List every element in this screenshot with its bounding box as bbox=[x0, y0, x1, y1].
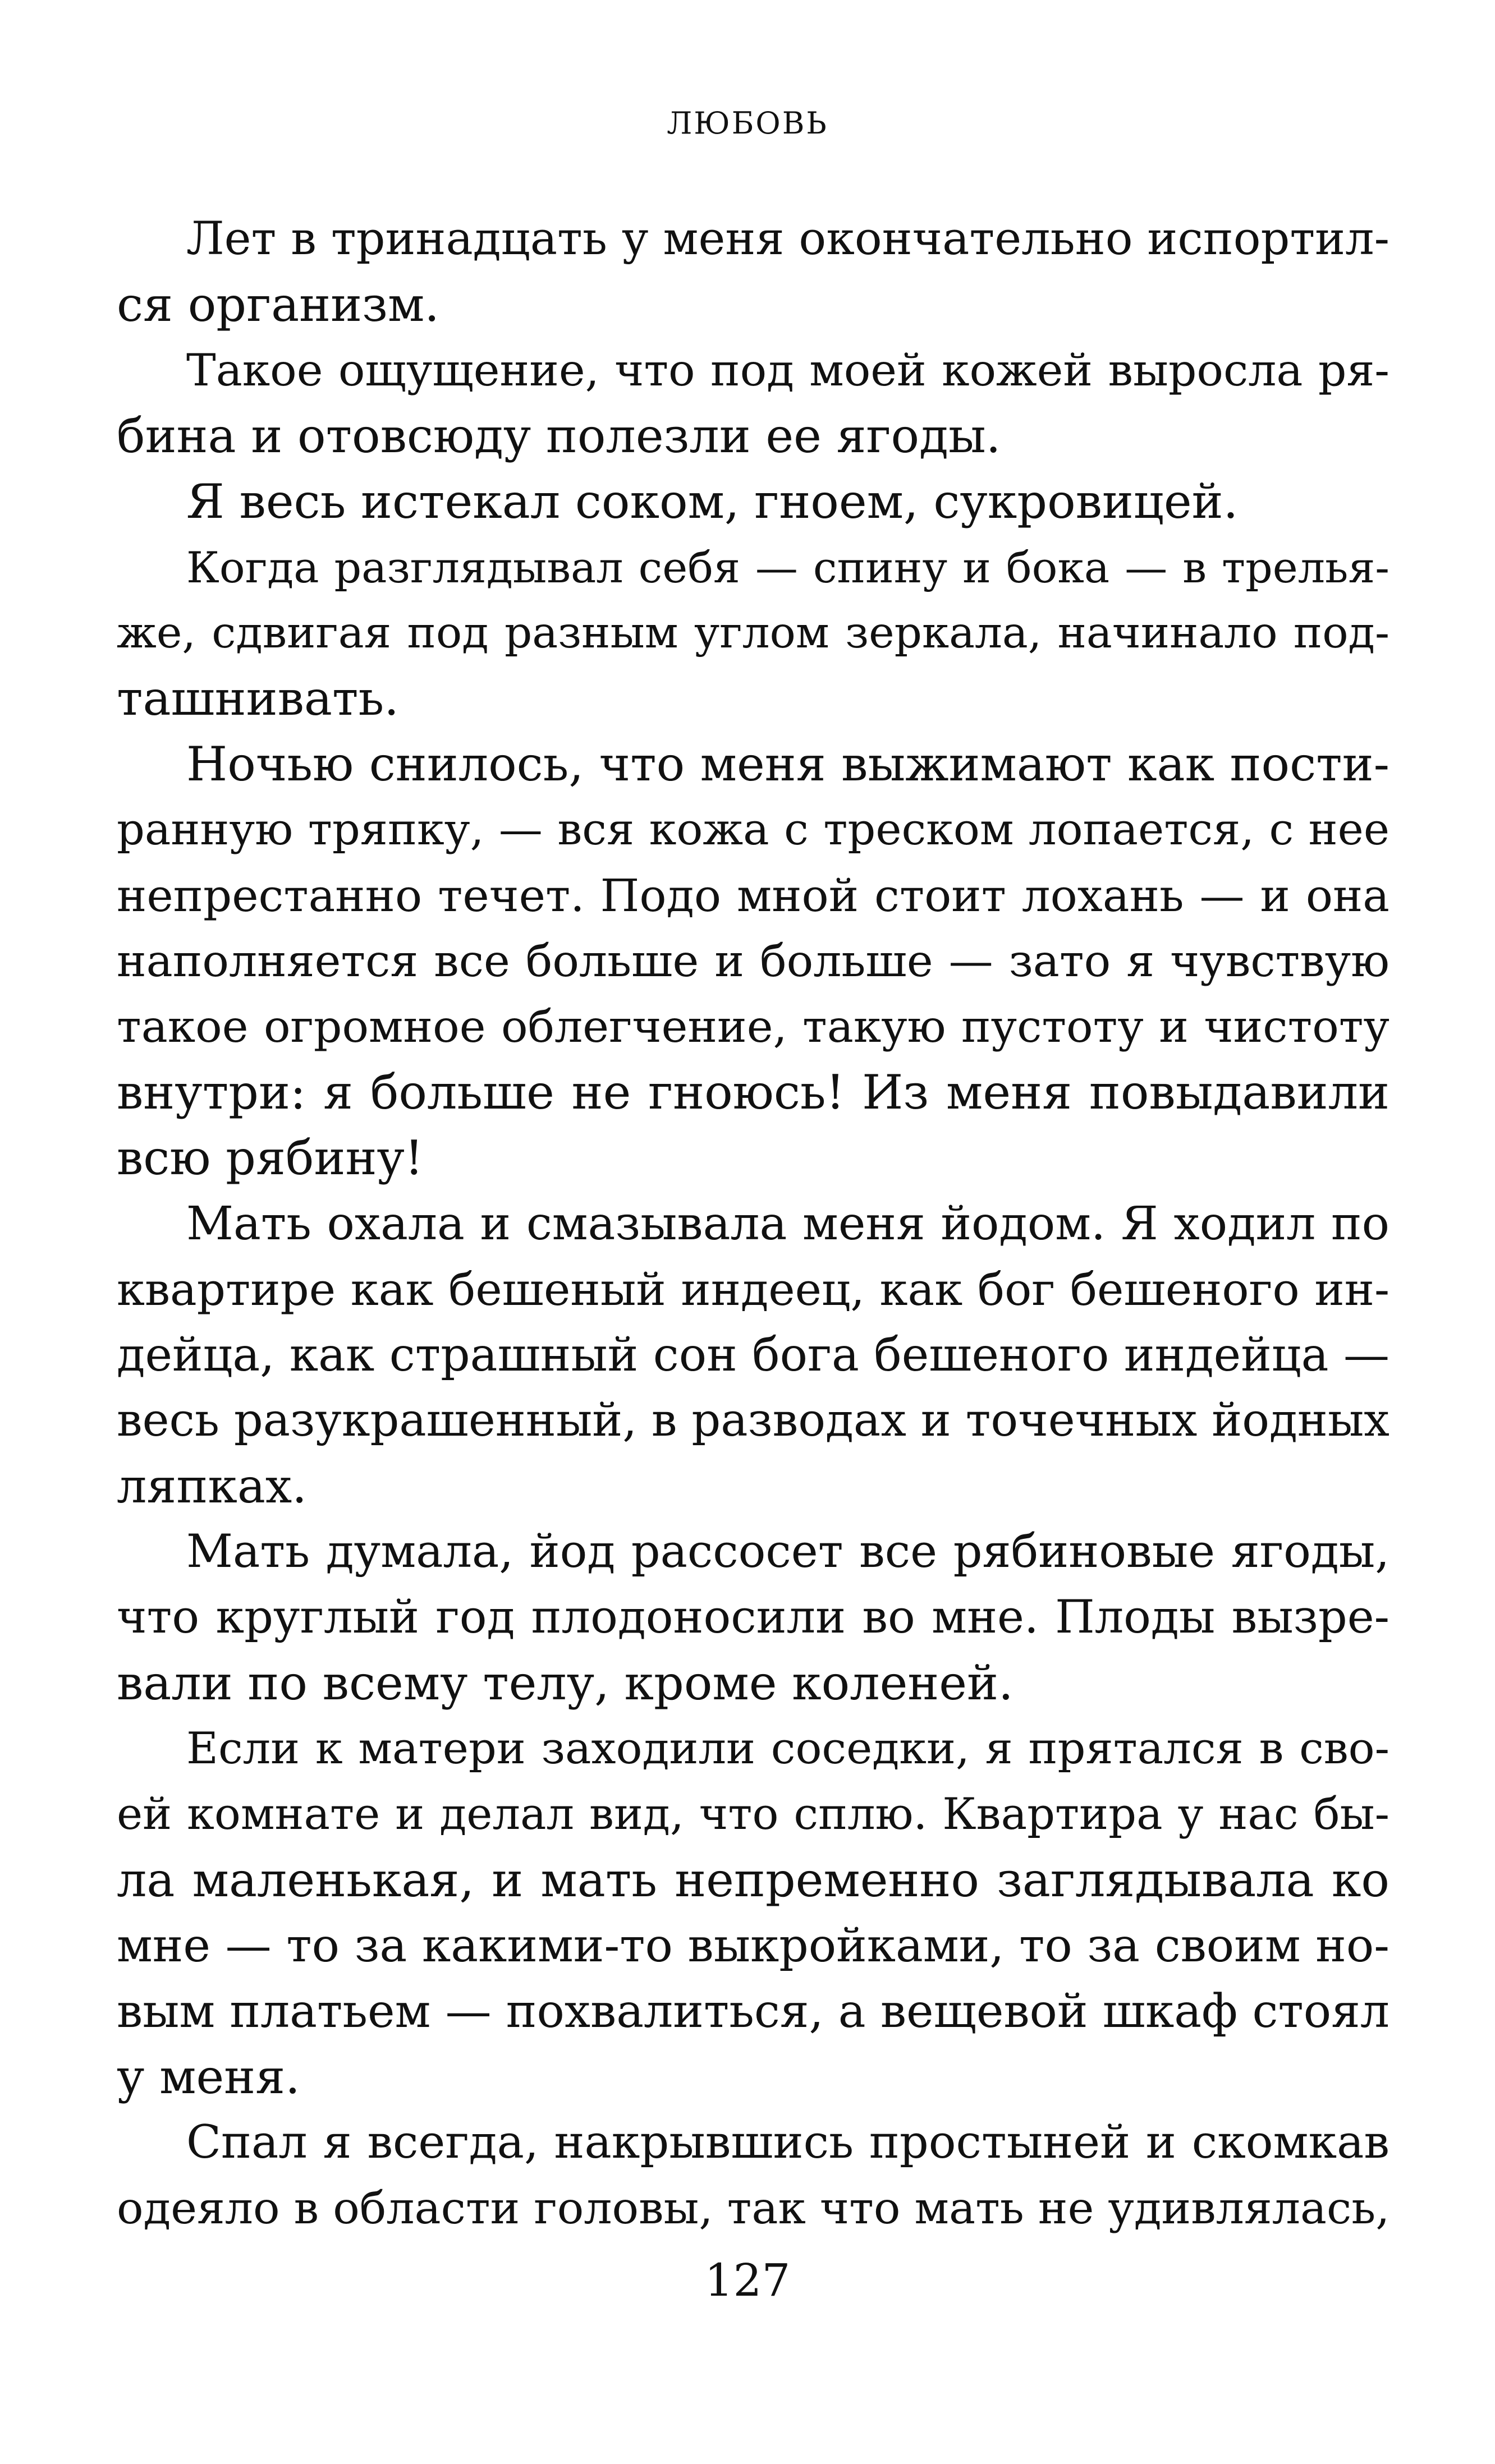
text-line: Я весь истекал соком, гноем, сукровицей. bbox=[186, 474, 1239, 529]
text-line: одеяло в области головы, так что мать не удивлялась, bbox=[117, 2182, 1389, 2234]
text-line: вали по всему телу, кроме коленей. bbox=[117, 1656, 1014, 1711]
text-line: Лет в тринадцать у меня окончательно испортил- bbox=[186, 213, 1389, 265]
text-line: Спал я всегда, накрывшись простыней и скомкав bbox=[186, 2116, 1389, 2169]
text-line: мне — то за какими-то выкройками, то за своим но- bbox=[117, 1919, 1389, 1973]
paragraph bbox=[117, 1519, 1389, 1716]
text-line: ла маленькая, и мать непременно заглядывала ко bbox=[117, 1852, 1389, 1907]
text-line: ляпках. bbox=[117, 1459, 307, 1514]
text-line: наполняется все больше и больше — зато я чувствую bbox=[117, 935, 1389, 987]
text-line: Ночью снилось, что меня выжимают как пости- bbox=[186, 737, 1389, 792]
running-title: ЛЮБОВЬ bbox=[667, 105, 828, 141]
text-line: у меня. bbox=[117, 2049, 300, 2104]
text-line: вым платьем — похвалиться, а вещевой шкаф стоял bbox=[117, 1985, 1389, 2038]
paragraph bbox=[117, 732, 1389, 1191]
text-line: внутри: я больше не гноюсь! Из меня повыдавили bbox=[117, 1065, 1389, 1120]
text-line: квартире как бешеный индеец, как бог бешеного ин- bbox=[117, 1263, 1389, 1316]
paragraph bbox=[117, 206, 1389, 338]
text-line: весь разукрашенный, в разводах и точечных йодных bbox=[117, 1394, 1389, 1447]
text-line: ся организм. bbox=[117, 277, 439, 332]
body-text bbox=[117, 206, 1389, 2241]
text-line: бина и отовсюду полезли ее ягоды. bbox=[117, 408, 1001, 463]
text-line: дейца, как страшный сон бога бешеного индейца — bbox=[117, 1328, 1389, 1382]
paragraph bbox=[117, 338, 1389, 469]
text-line: Когда разглядывал себя — спину и бока — в трелья- bbox=[186, 543, 1389, 592]
text-line: ранную тряпку, — вся кожа с треском лопается, с нее bbox=[117, 805, 1389, 855]
text-line: ей комнате и делал вид, что сплю. Квартира у нас бы- bbox=[117, 1789, 1389, 1840]
paragraph bbox=[117, 1191, 1389, 1519]
text-line: что круглый год плодоносили во мне. Плоды вызре- bbox=[117, 1591, 1389, 1644]
text-line: Если к матери заходили соседки, я прятался в сво- bbox=[186, 1723, 1389, 1774]
text-line: же, сдвигая под разным углом зеркала, начинало под- bbox=[117, 608, 1389, 658]
paragraph bbox=[117, 469, 1389, 535]
paragraph bbox=[117, 1716, 1389, 2110]
text-line: Мать думала, йод рассосет все рябиновые ягоды, bbox=[186, 1525, 1389, 1578]
text-line: ташнивать. bbox=[117, 671, 399, 726]
paragraph bbox=[117, 535, 1389, 732]
text-line: непрестанно течет. Подо мной стоит лохань — и она bbox=[117, 870, 1389, 922]
text-line: Такое ощущение, что под моей кожей выросла ря- bbox=[186, 344, 1389, 396]
text-line: Мать охала и смазывала меня йодом. Я ходил по bbox=[186, 1197, 1389, 1251]
text-line: такое огромное облегчение, такую пустоту и чистоту bbox=[117, 1001, 1389, 1052]
paragraph bbox=[117, 2110, 1389, 2241]
text-line: всю рябину! bbox=[117, 1130, 424, 1185]
page-number: 127 bbox=[704, 2254, 791, 2306]
